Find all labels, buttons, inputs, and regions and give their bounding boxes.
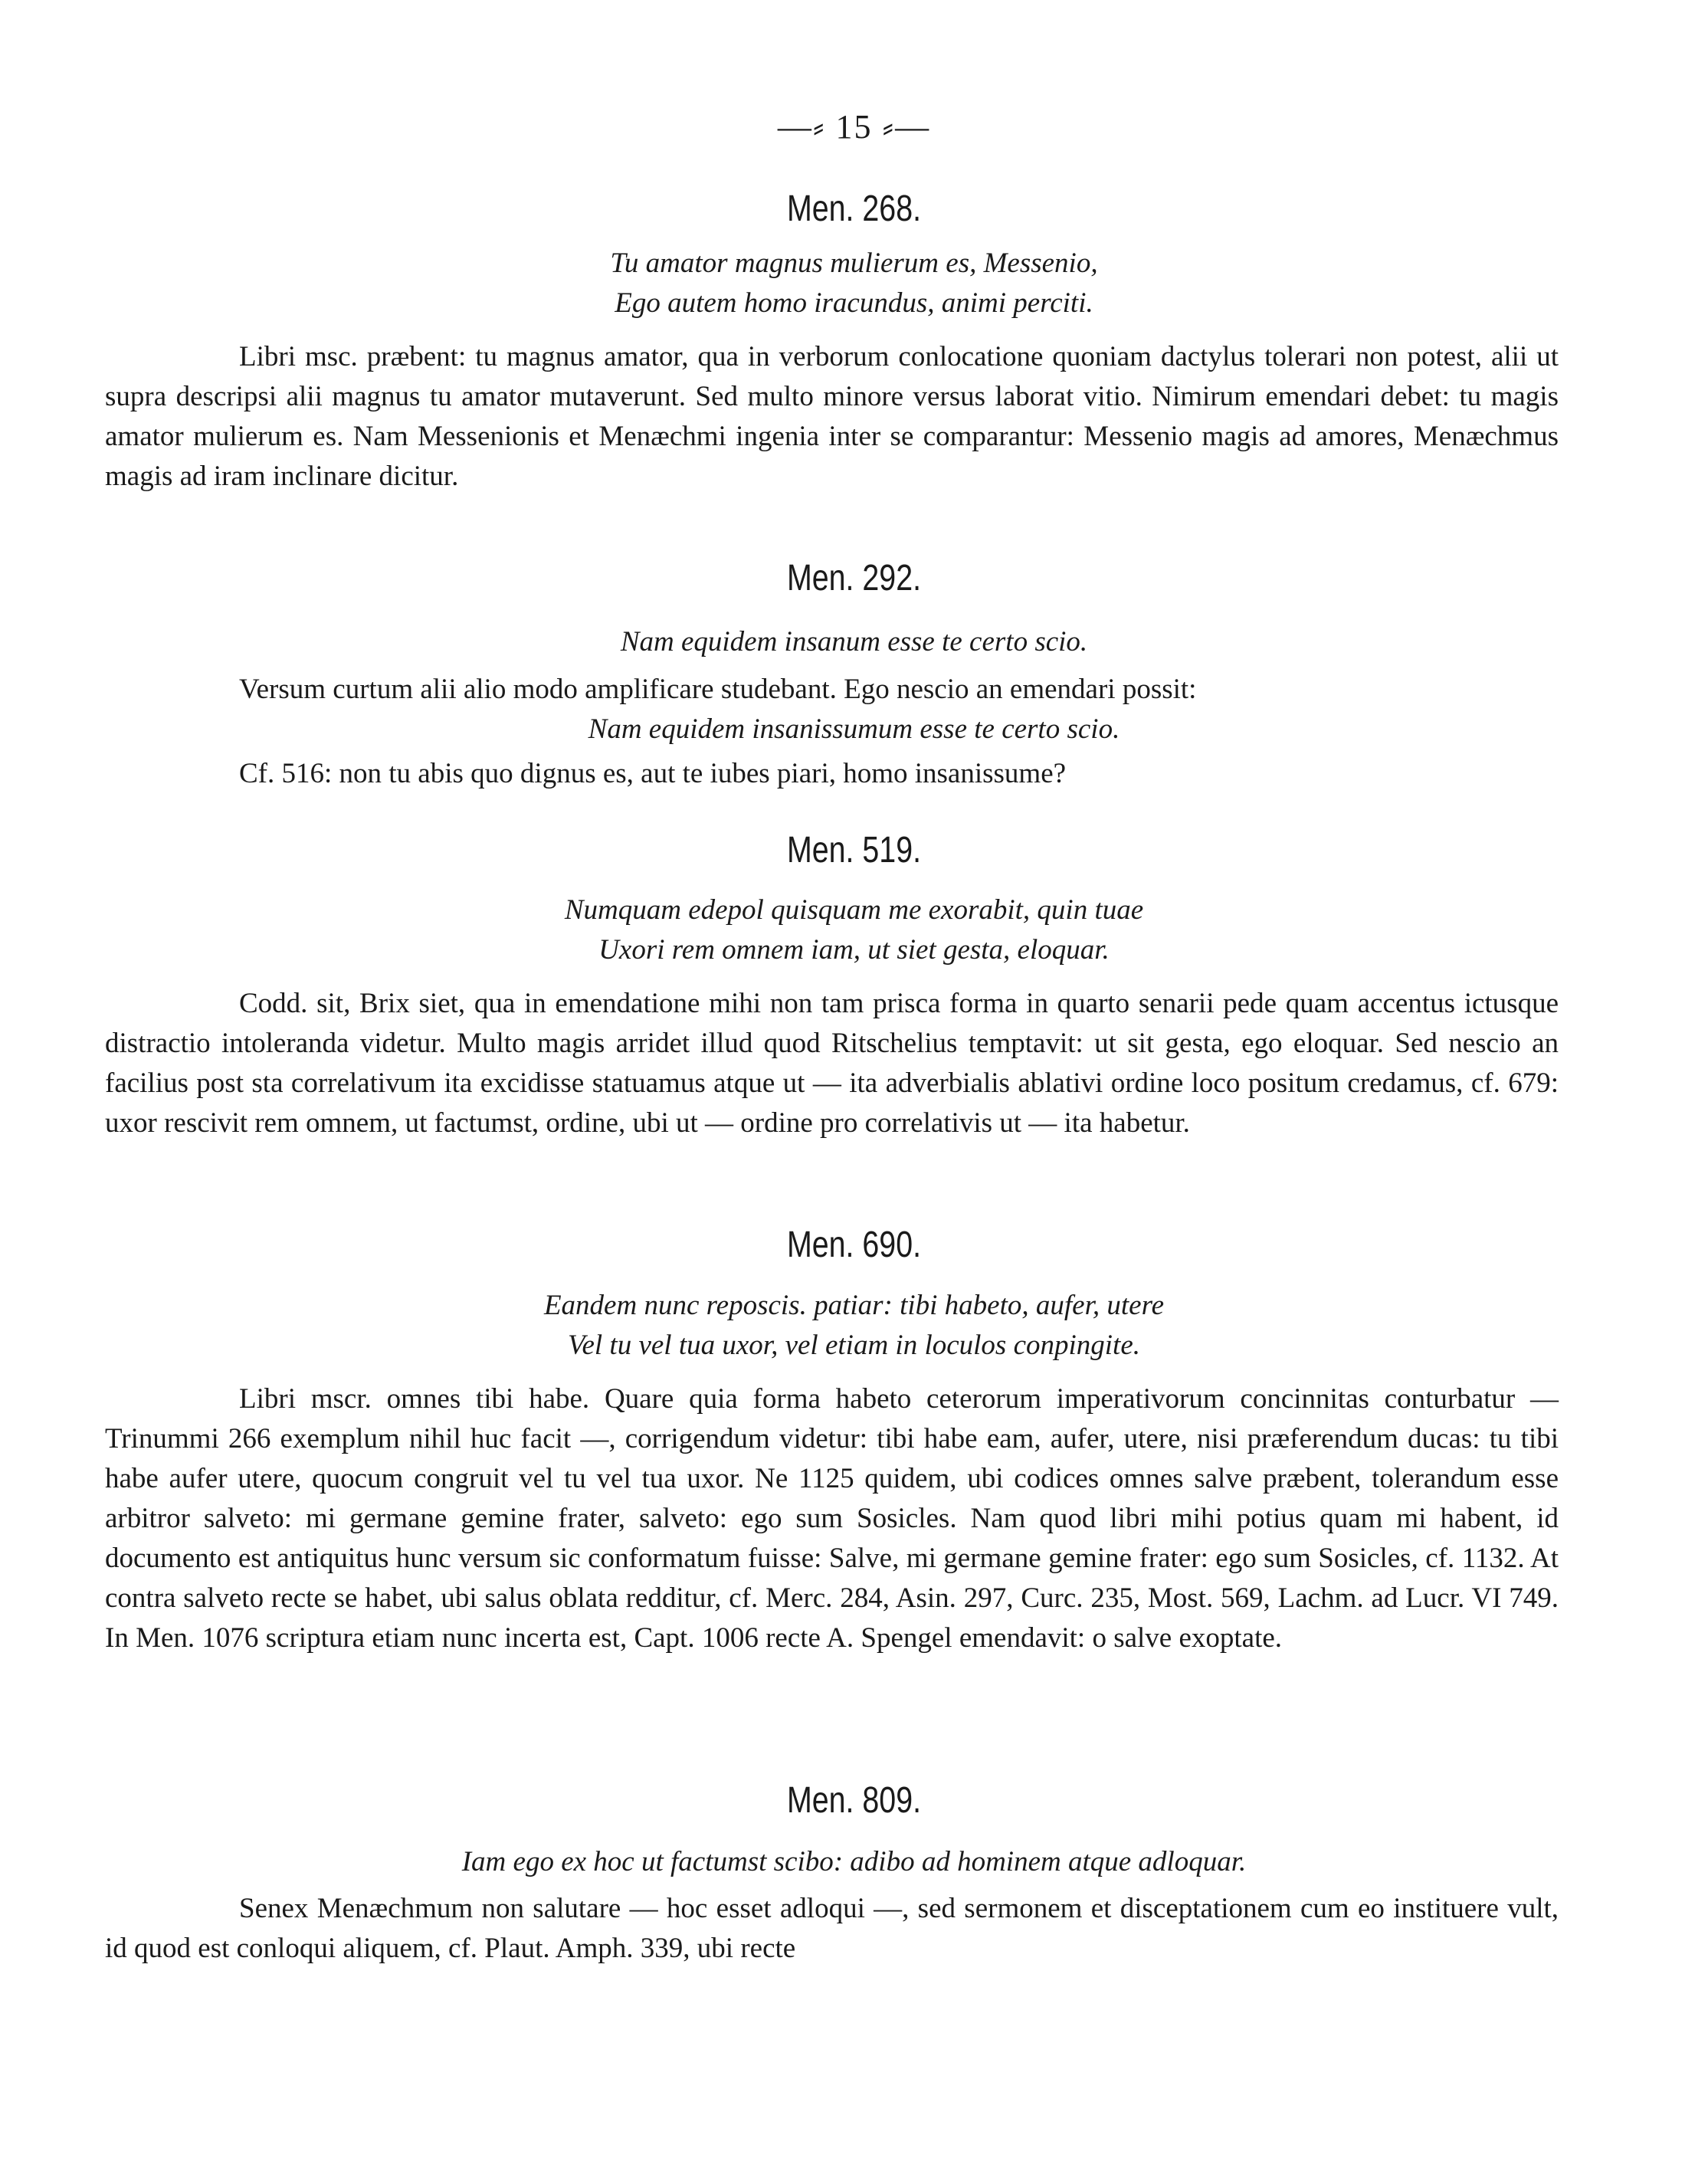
commentary-paragraph: Libri msc. præbent: tu magnus amator, qua in verborum conlocatione quoniam dactylus tolerari non potest, alii ut supra descripsi alii magnus tu amator mutaverunt. Sed multo minore versus laborat vitio. Nimirum emendari debet: tu magis amator mulierum es. Nam Messenionis et Menæchmi ingenia inter se comparantur: Messenio magis ad amores, Menæchmus magis ad iram inclinare dicitur. xyxy=(105,341,1559,492)
verse-line: Iam ego ex hoc ut factumst scibo: adibo ad hominem atque adloquar. xyxy=(461,1846,1247,1877)
verse-line: Uxori rem omnem iam, ut siet gesta, eloquar. xyxy=(598,934,1110,966)
section-heading: Men. 690. xyxy=(786,1225,922,1265)
commentary-paragraph: Libri mscr. omnes tibi habe. Quare quia forma habeto ceterorum imperativorum concinnitas conturbatur — Trinummi 266 exemplum nihil huc facit —, corrigendum videtur: tibi habe eam, aufer, utere, nisi præferendum ducas: tu tibi habe aufer utere, quocum congruit vel tu vel tua uxor. Ne 1125 quidem, ubi codices omnes salve præbent, tolerandum esse arbitror salveto: mi germane gemine frater, salveto: ego sum Sosicles. Nam quod libri mihi potius quam mi habent, id documento est antiquitus hunc versum sic conformatum fuisse: Salve, mi germane gemine frater: ego sum Sosicles, cf. 1132. At contra salveto recte se habet, ubi salus oblata redditur, cf. Merc. 284, Asin. 297, Curc. 235, Most. 569, Lachm. ad Lucr. VI 749. In Men. 1076 scriptura etiam nunc incerta est, Capt. 1006 recte A. Spengel emendavit: o salve exoptate. xyxy=(105,1383,1559,1654)
verse-line: Ego autem homo iracundus, animi perciti. xyxy=(615,287,1093,319)
commentary-paragraph: Codd. sit, Brix siet, qua in emendatione mihi non tam prisca forma in quarto senarii pede quam accentus ictusque distractio intoleranda videtur. Multo magis arridet illud quod Ritschelius temptavit: ut sit gesta, ego eloquar. Sed nescio an facilius post sta correlativum ita excidisse statuamus atque ut — ita adverbialis ablativi ordine loco positum credamus, cf. 679: uxor rescivit rem omnem, ut factumst, ordine, ubi ut — ordine pro correlativis ut — ita habetur. xyxy=(105,988,1559,1139)
section-heading: Men. 268. xyxy=(786,189,922,229)
page-number: —⸗ 15 ⸗— xyxy=(777,108,931,146)
commentary-paragraph: Versum curtum alii alio modo amplificare studebant. Ego nescio an emendari possit: xyxy=(239,674,1197,705)
cross-reference: Cf. 516: non tu abis quo dignus es, aut te iubes piari, homo insanissume? xyxy=(239,758,1067,789)
commentary-paragraph: Senex Menæchmum non salutare — hoc esset adloqui —, sed sermonem et disceptationem cum eo instituere vult, id quod est conloqui aliquem, cf. Plaut. Amph. 339, ubi recte xyxy=(105,1893,1559,1964)
section-heading: Men. 292. xyxy=(786,558,922,598)
section-heading: Men. 519. xyxy=(786,830,922,871)
verse-line: Numquam edepol quisquam me exorabit, quin tuae xyxy=(564,894,1144,926)
verse-line: Tu amator magnus mulierum es, Messenio, xyxy=(610,248,1098,279)
verse-line: Vel tu vel tua uxor, vel etiam in loculos conpingite. xyxy=(567,1330,1141,1361)
section-heading: Men. 809. xyxy=(786,1780,922,1821)
verse-line: Nam equidem insanissumum esse te certo scio. xyxy=(588,713,1120,745)
verse-line: Nam equidem insanum esse te certo scio. xyxy=(620,626,1088,657)
verse-line: Eandem nunc reposcis. patiar: tibi habeto, aufer, utere xyxy=(543,1290,1165,1321)
